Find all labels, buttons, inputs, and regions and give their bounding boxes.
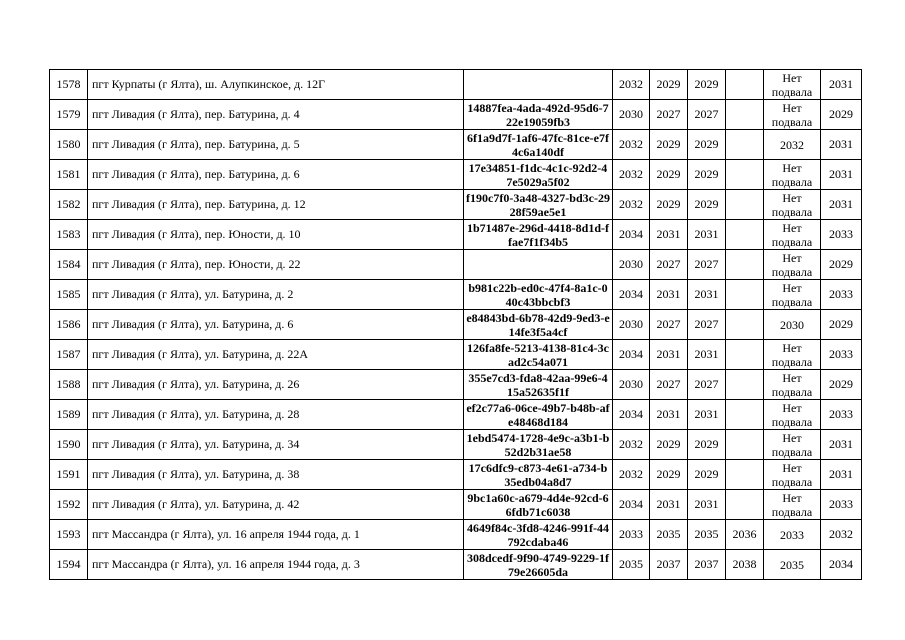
table-row (50, 400, 862, 430)
year-cell-5: 2033 (821, 280, 862, 310)
year-cell-2: 2029 (650, 130, 688, 160)
year-cell-1: 2034 (613, 400, 650, 430)
guid-cell: 9bc1a60c-a679-4d4e-92cd-66fdb71c6038 (464, 490, 613, 520)
basement-cell: Нет подвала (764, 370, 821, 400)
year-cell-4 (726, 160, 764, 190)
basement-cell: Нет подвала (764, 400, 821, 430)
year-cell-5: 2031 (821, 190, 862, 220)
table-row (50, 100, 862, 130)
guid-cell: 1ebd5474-1728-4e9c-a3b1-b52d2b31ae58 (464, 430, 613, 460)
row-number: 1590 (50, 430, 88, 460)
year-cell-1: 2030 (613, 100, 650, 130)
address-cell: пгт Ливадия (г Ялта), ул. Батурина, д. 26 (88, 370, 464, 400)
year-cell-4 (726, 130, 764, 160)
year-cell-3: 2027 (688, 370, 726, 400)
basement-cell: Нет подвала (764, 460, 821, 490)
row-number: 1592 (50, 490, 88, 520)
basement-cell: Нет подвала (764, 430, 821, 460)
year-cell-1: 2035 (613, 550, 650, 580)
year-cell-3: 2031 (688, 280, 726, 310)
basement-cell: Нет подвала (764, 220, 821, 250)
year-cell-5: 2031 (821, 430, 862, 460)
guid-cell: 4649f84c-3fd8-4246-991f-44792cdaba46 (464, 520, 613, 550)
year-cell-1: 2032 (613, 70, 650, 100)
guid-cell: 308dcedf-9f90-4749-9229-1f79e26605da (464, 550, 613, 580)
year-cell-4 (726, 430, 764, 460)
row-number: 1593 (50, 520, 88, 550)
row-number: 1583 (50, 220, 88, 250)
row-number: 1584 (50, 250, 88, 280)
row-number: 1586 (50, 310, 88, 340)
address-cell: пгт Курпаты (г Ялта), ш. Алупкинское, д. 12Г (88, 70, 464, 100)
row-number: 1594 (50, 550, 88, 580)
year-cell-3: 2029 (688, 160, 726, 190)
table-row (50, 220, 862, 250)
basement-cell: 2032 (764, 130, 821, 160)
guid-cell: b981c22b-ed0c-47f4-8a1c-040c43bbcbf3 (464, 280, 613, 310)
year-cell-1: 2032 (613, 190, 650, 220)
row-number: 1581 (50, 160, 88, 190)
year-cell-4 (726, 490, 764, 520)
year-cell-5: 2029 (821, 250, 862, 280)
year-cell-3: 2029 (688, 430, 726, 460)
address-cell: пгт Ливадия (г Ялта), ул. Батурина, д. 2 (88, 280, 464, 310)
year-cell-4 (726, 220, 764, 250)
row-number: 1582 (50, 190, 88, 220)
year-cell-5: 2029 (821, 310, 862, 340)
guid-cell: 6f1a9d7f-1af6-47fc-81ce-e7f4c6a140df (464, 130, 613, 160)
year-cell-4 (726, 250, 764, 280)
year-cell-3: 2031 (688, 400, 726, 430)
guid-cell (464, 250, 613, 280)
year-cell-2: 2029 (650, 190, 688, 220)
year-cell-3: 2031 (688, 220, 726, 250)
guid-cell: 1b71487e-296d-4418-8d1d-ffae7f1f34b5 (464, 220, 613, 250)
table-row (50, 370, 862, 400)
year-cell-3: 2031 (688, 340, 726, 370)
year-cell-4: 2038 (726, 550, 764, 580)
row-number: 1589 (50, 400, 88, 430)
table-row (50, 460, 862, 490)
address-cell: пгт Ливадия (г Ялта), ул. Батурина, д. 6 (88, 310, 464, 340)
guid-cell: e84843bd-6b78-42d9-9ed3-e14fe3f5a4cf (464, 310, 613, 340)
address-cell: пгт Ливадия (г Ялта), ул. Батурина, д. 28 (88, 400, 464, 430)
address-cell: пгт Ливадия (г Ялта), пер. Батурина, д. 6 (88, 160, 464, 190)
year-cell-5: 2032 (821, 520, 862, 550)
basement-cell: Нет подвала (764, 70, 821, 100)
year-cell-2: 2029 (650, 160, 688, 190)
year-cell-5: 2029 (821, 100, 862, 130)
guid-cell: 355e7cd3-fda8-42aa-99e6-415a52635f1f (464, 370, 613, 400)
year-cell-4 (726, 310, 764, 340)
row-number: 1591 (50, 460, 88, 490)
row-number: 1588 (50, 370, 88, 400)
year-cell-5: 2031 (821, 130, 862, 160)
year-cell-2: 2031 (650, 280, 688, 310)
year-cell-5: 2031 (821, 160, 862, 190)
guid-cell: 14887fea-4ada-492d-95d6-722e19059fb3 (464, 100, 613, 130)
year-cell-5: 2031 (821, 70, 862, 100)
address-cell: пгт Ливадия (г Ялта), ул. Батурина, д. 42 (88, 490, 464, 520)
address-cell: пгт Массандра (г Ялта), ул. 16 апреля 1944 года, д. 1 (88, 520, 464, 550)
year-cell-4: 2036 (726, 520, 764, 550)
guid-cell: 126fa8fe-5213-4138-81c4-3cad2c54a071 (464, 340, 613, 370)
table-row (50, 490, 862, 520)
year-cell-4 (726, 280, 764, 310)
basement-cell: Нет подвала (764, 250, 821, 280)
basement-cell: Нет подвала (764, 280, 821, 310)
table-row (50, 190, 862, 220)
year-cell-5: 2029 (821, 370, 862, 400)
table-row (50, 430, 862, 460)
year-cell-2: 2029 (650, 460, 688, 490)
basement-cell: 2030 (764, 310, 821, 340)
year-cell-3: 2027 (688, 100, 726, 130)
year-cell-3: 2029 (688, 460, 726, 490)
year-cell-3: 2029 (688, 190, 726, 220)
year-cell-5: 2034 (821, 550, 862, 580)
housing-table (49, 69, 862, 580)
row-number: 1579 (50, 100, 88, 130)
year-cell-3: 2035 (688, 520, 726, 550)
table-row (50, 280, 862, 310)
basement-cell: Нет подвала (764, 160, 821, 190)
basement-cell: Нет подвала (764, 190, 821, 220)
year-cell-1: 2032 (613, 160, 650, 190)
year-cell-2: 2027 (650, 310, 688, 340)
year-cell-1: 2030 (613, 250, 650, 280)
year-cell-2: 2029 (650, 70, 688, 100)
year-cell-4 (726, 370, 764, 400)
year-cell-4 (726, 400, 764, 430)
year-cell-1: 2030 (613, 370, 650, 400)
year-cell-4 (726, 190, 764, 220)
guid-cell: f190c7f0-3a48-4327-bd3c-2928f59ae5e1 (464, 190, 613, 220)
year-cell-2: 2027 (650, 370, 688, 400)
year-cell-5: 2033 (821, 220, 862, 250)
address-cell: пгт Ливадия (г Ялта), пер. Батурина, д. 4 (88, 100, 464, 130)
address-cell: пгт Массандра (г Ялта), ул. 16 апреля 1944 года, д. 3 (88, 550, 464, 580)
table-row (50, 70, 862, 100)
basement-cell: Нет подвала (764, 490, 821, 520)
document-sheet (49, 69, 862, 580)
table-body (50, 70, 862, 580)
year-cell-2: 2031 (650, 400, 688, 430)
row-number: 1578 (50, 70, 88, 100)
year-cell-1: 2034 (613, 220, 650, 250)
year-cell-3: 2027 (688, 250, 726, 280)
address-cell: пгт Ливадия (г Ялта), ул. Батурина, д. 38 (88, 460, 464, 490)
table-row (50, 310, 862, 340)
year-cell-4 (726, 70, 764, 100)
year-cell-2: 2027 (650, 100, 688, 130)
year-cell-5: 2033 (821, 400, 862, 430)
year-cell-2: 2031 (650, 340, 688, 370)
year-cell-3: 2037 (688, 550, 726, 580)
year-cell-5: 2033 (821, 340, 862, 370)
address-cell: пгт Ливадия (г Ялта), ул. Батурина, д. 22А (88, 340, 464, 370)
year-cell-4 (726, 460, 764, 490)
address-cell: пгт Ливадия (г Ялта), пер. Батурина, д. 12 (88, 190, 464, 220)
guid-cell (464, 70, 613, 100)
year-cell-4 (726, 100, 764, 130)
basement-cell: Нет подвала (764, 100, 821, 130)
year-cell-3: 2027 (688, 310, 726, 340)
year-cell-2: 2031 (650, 490, 688, 520)
year-cell-1: 2030 (613, 310, 650, 340)
table-row (50, 160, 862, 190)
year-cell-2: 2031 (650, 220, 688, 250)
year-cell-3: 2031 (688, 490, 726, 520)
basement-cell: 2035 (764, 550, 821, 580)
year-cell-1: 2032 (613, 130, 650, 160)
guid-cell: ef2c77a6-06ce-49b7-b48b-afe48468d184 (464, 400, 613, 430)
table-row (50, 550, 862, 580)
row-number: 1585 (50, 280, 88, 310)
year-cell-2: 2029 (650, 430, 688, 460)
year-cell-2: 2037 (650, 550, 688, 580)
year-cell-1: 2032 (613, 460, 650, 490)
year-cell-5: 2033 (821, 490, 862, 520)
year-cell-1: 2034 (613, 490, 650, 520)
year-cell-1: 2033 (613, 520, 650, 550)
row-number: 1587 (50, 340, 88, 370)
guid-cell: 17e34851-f1dc-4c1c-92d2-47e5029a5f02 (464, 160, 613, 190)
table-row (50, 250, 862, 280)
address-cell: пгт Ливадия (г Ялта), ул. Батурина, д. 34 (88, 430, 464, 460)
basement-cell: 2033 (764, 520, 821, 550)
address-cell: пгт Ливадия (г Ялта), пер. Юности, д. 22 (88, 250, 464, 280)
row-number: 1580 (50, 130, 88, 160)
year-cell-1: 2034 (613, 340, 650, 370)
year-cell-1: 2032 (613, 430, 650, 460)
table-row (50, 340, 862, 370)
table-row (50, 520, 862, 550)
year-cell-4 (726, 340, 764, 370)
year-cell-2: 2027 (650, 250, 688, 280)
address-cell: пгт Ливадия (г Ялта), пер. Юности, д. 10 (88, 220, 464, 250)
year-cell-2: 2035 (650, 520, 688, 550)
year-cell-5: 2031 (821, 460, 862, 490)
basement-cell: Нет подвала (764, 340, 821, 370)
table-row (50, 130, 862, 160)
year-cell-1: 2034 (613, 280, 650, 310)
address-cell: пгт Ливадия (г Ялта), пер. Батурина, д. 5 (88, 130, 464, 160)
guid-cell: 17c6dfc9-c873-4e61-a734-b35edb04a8d7 (464, 460, 613, 490)
year-cell-3: 2029 (688, 70, 726, 100)
year-cell-3: 2029 (688, 130, 726, 160)
